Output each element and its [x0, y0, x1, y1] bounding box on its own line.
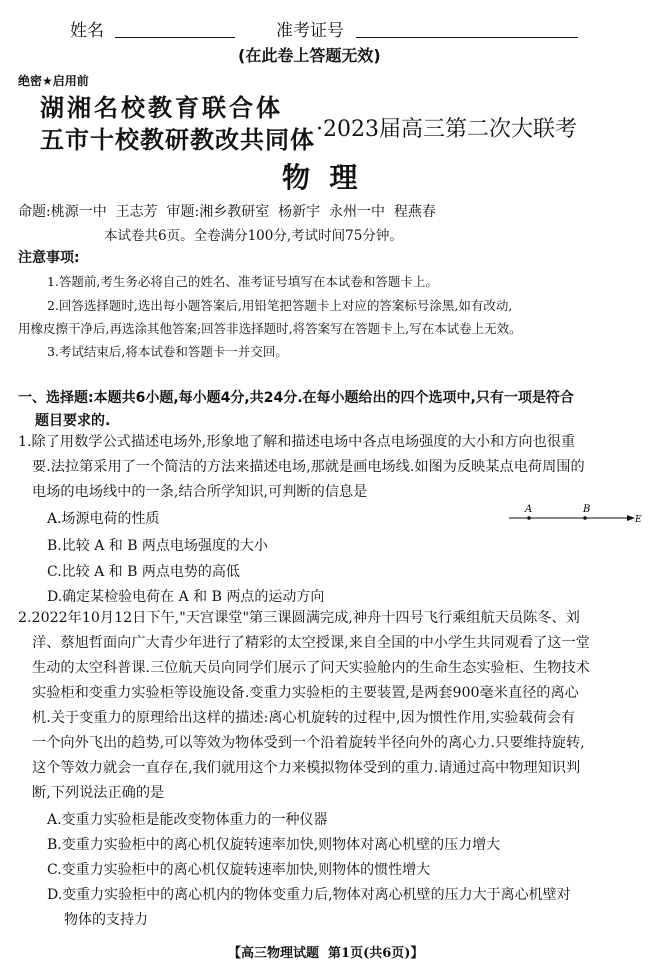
q2-stem-line5: 机.关于变重力的原理给出这样的描述:离心机旋转的过程中,因为惯性作用,实验载荷会有	[32, 710, 576, 726]
q2-stem-line8: 断,下列说法正确的是	[32, 785, 165, 801]
notice-item-1: 1.答题前,考生务必将自己的姓名、准考证号填写在本试卷和答题卡上。	[47, 274, 438, 289]
q2-option-a: A.变重力实验柜是能改变物体重力的一种仪器	[47, 812, 328, 828]
electric-field-line-figure	[505, 502, 645, 526]
point-a-dot	[527, 516, 531, 520]
org-line1: 湖湘名校教育联合体	[40, 93, 283, 122]
notice-item-2: 2.回答选择题时,选出每小题答案后,用铅笔把答题卡上对应的答案标号涂黑,如有改动,	[47, 298, 513, 313]
invalid-note: (在此卷上答题无效)	[238, 46, 381, 65]
q2-stem-line6: 一个向外飞出的趋势,可以等效为物体受到一个沿着旋转半径向外的离心力.只要维持旋转,	[32, 735, 585, 751]
q2-stem-line2: 洋、蔡旭哲面向广大青少年进行了精彩的太空授课,来自全国的中小学生共同观看了这一堂	[32, 635, 590, 651]
q1-option-d: D.确定某检验电荷在 A 和 B 两点的运动方向	[47, 589, 325, 605]
exam-no-label: 准考证号	[276, 21, 344, 41]
authors-line: 命题:桃源一中 王志芳 审题:湘乡教研室 杨新宇 永州一中 程燕春	[18, 204, 436, 220]
q2-option-d-cont: 物体的支持力	[64, 912, 148, 928]
q1-stem-line3: 电场的电场线中的一条,结合所学知识,可判断的信息是	[32, 484, 368, 500]
q1-option-c: C.比较 A 和 B 两点电势的高低	[47, 564, 240, 580]
q2-stem-line7: 这个等效力就会一直存在,我们就用这个力来模拟物体受到的重力.请通过高中物理知识判	[32, 760, 581, 776]
q1-stem-line2: 要.法拉第采用了一个简洁的方法来描述电场,那就是画电场线.如图为反映某点电荷周围的	[32, 459, 585, 475]
name-label: 姓名	[70, 21, 104, 41]
notice-item-2-cont: 用橡皮擦干净后,再选涂其他答案;回答非选择题时,将答案写在答题卡上,写在本试卷上无效。	[18, 321, 522, 336]
q2-stem-line4: 实验柜和变重力实验柜等设施设备.变重力实验柜的主要装置,是两套900毫米直径的离心	[32, 685, 579, 701]
name-field[interactable]	[115, 20, 235, 38]
q2-stem-line1: 2.2022年10月12日下午,"天宫课堂"第三课圆满完成,神舟十四号飞行乘组航天员陈冬、刘	[18, 610, 580, 626]
point-b-label: B	[583, 504, 591, 515]
field-arrow-icon	[627, 515, 635, 521]
q2-option-b: B.变重力实验柜中的离心机仅旋转速率加快,则物体对离心机壁的压力增大	[47, 837, 501, 853]
page-footer: 【高三物理试题 第1页(共6页)】	[228, 946, 424, 961]
org-line2: 五市十校教研教改共同体	[40, 125, 315, 154]
q1-option-a: A.场源电荷的性质	[47, 511, 160, 527]
q1-stem-line1: 1.除了用数学公式描述电场外,形象地了解和描述电场中各点电场强度的大小和方向也很重	[18, 434, 576, 450]
field-e-label: E	[635, 515, 642, 525]
secret-mark: 绝密★启用前	[18, 74, 89, 88]
notice-heading: 注意事项:	[18, 250, 80, 266]
exam-title: ·2023届高三第二次大联考	[316, 117, 577, 142]
subject-title: 物 理	[282, 161, 358, 194]
point-a-label: A	[525, 504, 533, 515]
section1-heading: 一、选择题:本题共6小题,每小题4分,共24分.在每小题给出的四个选项中,只有一项是符合	[18, 390, 574, 406]
q2-option-c: C.变重力实验柜中的离心机仅旋转速率加快,则物体的惯性增大	[47, 862, 431, 878]
point-b-dot	[583, 516, 587, 520]
exam-info: 本试卷共6页。全卷满分100分,考试时间75分钟。	[104, 228, 403, 244]
q2-stem-line3: 生动的太空科普课.三位航天员向同学们展示了问天实验舱内的生命生态实验柜、生物技术	[32, 660, 590, 676]
exam-no-field[interactable]	[356, 20, 578, 38]
section1-heading-cont: 题目要求的.	[35, 413, 111, 429]
notice-item-3: 3.考试结束后,将本试卷和答题卡一并交回。	[47, 344, 288, 359]
q2-option-d: D.变重力实验柜中的离心机内的物体变重力后,物体对离心机壁的压力大于离心机壁对	[47, 887, 571, 903]
q1-option-b: B.比较 A 和 B 两点电场强度的大小	[47, 538, 268, 554]
